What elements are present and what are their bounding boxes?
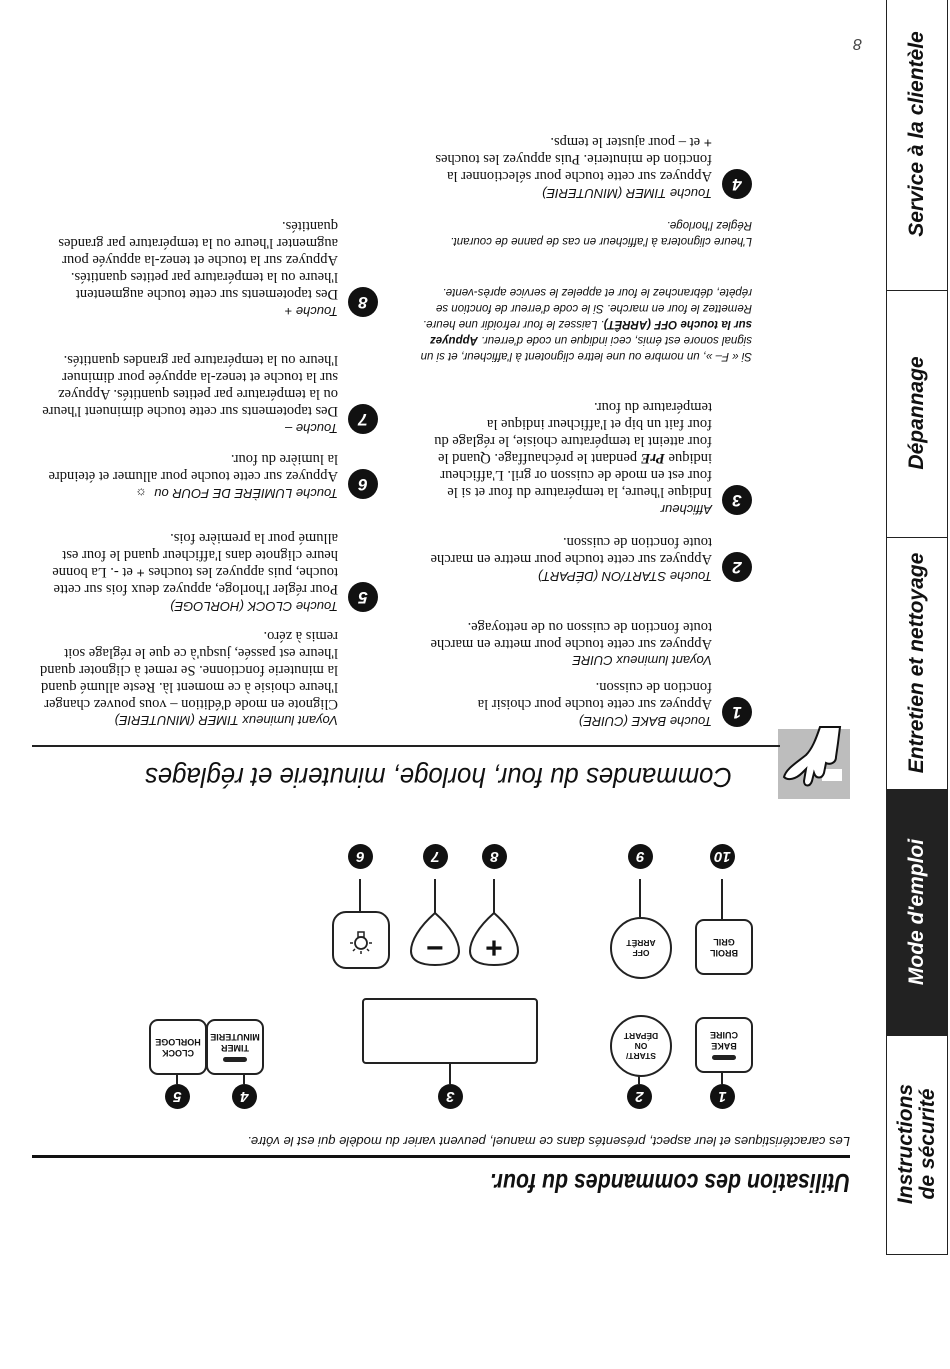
start-label: START/ <box>625 1051 657 1061</box>
timer-light-block <box>38 627 338 729</box>
tab-label: Entretien et nettoyage <box>905 552 928 774</box>
tab-mode-emploi[interactable] <box>886 788 948 1036</box>
error-code-note <box>412 284 752 364</box>
callout-1: 1 <box>710 1084 735 1109</box>
page-title: Utilisation des commandes du four. <box>489 1168 850 1198</box>
hand-pointer-icon <box>778 699 850 799</box>
tab-instructions-securite[interactable] <box>886 1034 948 1255</box>
leader-6 <box>360 879 362 911</box>
bake-button[interactable] <box>695 1017 753 1073</box>
item-heading: Afficheur <box>660 502 712 517</box>
cuire-light-text: Appuyez sur cette touche pour mettre en marche toute fonction de cuisson ou de nettoyage. <box>430 619 712 652</box>
callout-9: 9 <box>628 844 653 869</box>
bake-label: BAKE <box>711 1041 737 1052</box>
off-label: OFF <box>632 948 650 958</box>
minus-button[interactable] <box>409 911 461 967</box>
note-text: . Laissez le four refroidir une heure. Remettez le four en marche. Si le code d'erreur de fonction se répète, débranchez le four et appelez le service après-vente. <box>422 286 752 330</box>
callout-6: 6 <box>348 844 373 869</box>
broil-button[interactable] <box>695 919 753 975</box>
cuire-light-block <box>427 618 712 669</box>
item-heading <box>135 486 338 501</box>
tab-label: Mode d'emploi <box>905 838 928 986</box>
tab-label-line2: de sécurité <box>916 1089 939 1200</box>
leader-8 <box>494 879 496 914</box>
broil-label: BROIL <box>710 948 738 958</box>
item-number: 4 <box>722 169 752 199</box>
bake-label-fr: CUIRE <box>710 1030 739 1041</box>
section-rule <box>32 746 780 748</box>
callout-10: 10 <box>710 844 735 869</box>
item-text <box>427 398 712 500</box>
tab-service-clientele[interactable] <box>886 0 948 291</box>
tab-entretien-nettoyage[interactable] <box>886 536 948 790</box>
timer-light-text: Clignote en mode d'édition – vous pouvez changer l'heure choisie à ce moment là. Reste allumé quand la minuterie fonctionne. Se remet à clignoter quand l'heure est passée, jusqu'à ce que le réglage soit remis à zéro. <box>40 628 338 712</box>
page-subtitle: Les caractéristiques et leur aspect, présentés dans ce manuel, peuvent varier du modèle qui est le vôtre. <box>247 1134 850 1149</box>
oven-light-button[interactable] <box>332 911 390 969</box>
page-number: 8 <box>853 35 862 52</box>
item-number: 1 <box>722 697 752 727</box>
clock-button[interactable] <box>149 1019 207 1075</box>
item-number: 3 <box>722 485 752 515</box>
item-text: Des tapotements sur cette touche diminuent l'heure ou la température par petites quantités. Appuyez sur la touche et tenez-la appuyée pour diminuer l'heure ou la température par grandes quantités. <box>42 352 338 419</box>
power-outage-note: L'heure clignotera à l'afficheur en cas de panne de courant. Réglez l'horloge. <box>450 219 752 247</box>
pre-display-code: PrE <box>640 450 665 466</box>
text-part: Indique l'heure, la température du four et si le four est en mode de cuisson or gril. L'afficheur indique <box>440 450 712 500</box>
leader-7 <box>435 879 437 914</box>
plus-label: + <box>485 931 503 964</box>
leader-3 <box>450 1064 452 1084</box>
item-number: 7 <box>348 404 378 434</box>
item-text <box>427 133 712 184</box>
item-number: 6 <box>348 469 378 499</box>
timer-indicator-light <box>223 1058 247 1063</box>
broil-label-fr: GRIL <box>713 937 735 947</box>
item-heading: Touche BAKE (CUIRE) <box>578 714 712 729</box>
tab-label: Service à la clientèle <box>905 31 928 238</box>
tab-depannage[interactable] <box>886 289 948 538</box>
text-part: et -. La bonne heure clignote dans l'afficheur quand le four est allumé pour la première fois. <box>52 530 338 580</box>
item-heading: Touche START/ON (DÉPART) <box>537 569 712 584</box>
callout-8: 8 <box>482 844 507 869</box>
section-tabs <box>886 0 948 1255</box>
item-number: 8 <box>348 287 378 317</box>
light-symbol-icon: ☼ <box>135 486 147 501</box>
item-text: Appuyez sur cette touche pour choisir la fonction de cuisson. <box>477 679 712 712</box>
item-heading: Touche CLOCK (HORLOGE) <box>170 599 338 614</box>
plus-symbol: + <box>136 564 145 580</box>
callout-4: 4 <box>232 1084 257 1109</box>
section-title: Commandes du four, horloge, minuterie et réglages <box>144 762 732 793</box>
item-number: 2 <box>722 552 752 582</box>
minus-label: − <box>426 931 444 964</box>
timer-label: TIMER <box>221 1043 249 1054</box>
off-label-fr: ARRÊT <box>626 938 656 948</box>
callout-5: 5 <box>165 1084 190 1109</box>
text-part: et – pour ajuster le temps. <box>550 134 704 150</box>
plus-button[interactable] <box>468 911 520 967</box>
tab-label: Dépannage <box>905 356 928 471</box>
note-text: Si « F– », un nombre ou une lettre clignotent à l'afficheur, et si un signal sonore est émis, ceci indique un code d'erreur. <box>420 334 752 362</box>
clock-label-fr: HORLOGE <box>155 1037 201 1047</box>
text-part: Pour régler l'horloge, appuyez deux fois sur cette touche, puis appuyez les touches <box>53 564 338 597</box>
callout-2: 2 <box>627 1084 652 1109</box>
item-text <box>38 529 338 597</box>
timer-label-fr: MINUTERIE <box>210 1032 260 1043</box>
item-heading: Touche – <box>284 421 338 436</box>
leader-9 <box>640 879 642 917</box>
start-button[interactable] <box>610 1015 672 1077</box>
title-rule <box>32 1155 850 1158</box>
callout-3: 3 <box>438 1084 463 1109</box>
start-label-fr: DÉPART <box>623 1031 659 1041</box>
text-part: pendant le préchauffage. Quand le four atteint la température choisie, le réglage du four fait un bip et l'afficheur indique la température du four. <box>434 399 712 466</box>
item-text: Appuyez sur cette touche pour mettre en marche toute fonction de cuisson. <box>430 534 712 567</box>
timer-button[interactable] <box>206 1019 264 1075</box>
item-heading: Touche TIMER (MINUTERIE) <box>542 186 712 201</box>
lightbulb-icon <box>346 925 376 955</box>
item-text: Appuyez sur cette touche pour allumer et éteindre la lumière du four. <box>48 451 338 484</box>
item-heading: Touche + <box>284 304 338 319</box>
tab-label: Instructions <box>894 1084 917 1205</box>
plus-symbol: + <box>703 134 712 150</box>
text-part: Appuyez sur cette touche pour sélectionner la fonction de minuterie. Puis appuyez les touches <box>435 151 712 184</box>
leader-10 <box>722 879 724 919</box>
item-text: Des tapotements sur cette touche augmentent l'heure ou la température par petites quantités. Appuyez sur la touche et tenez-la appuyée pour augmenter l'heure ou la température par grandes quantités. <box>58 218 338 302</box>
off-button[interactable] <box>610 917 672 979</box>
note-bold: Appuyez sur la touche OFF (ARRÊT) <box>429 318 752 346</box>
timer-light-heading: Voyant lumineux TIMER (MINUTERIE) <box>114 713 338 728</box>
item-number: 5 <box>348 582 378 612</box>
callout-7: 7 <box>423 844 448 869</box>
cuire-light-heading: Voyant lumineux CUIRE <box>572 653 712 668</box>
bake-indicator-light <box>712 1056 736 1061</box>
start-label-on: ON <box>634 1041 648 1051</box>
item-heading-text: Touche LUMIÈRE DE FOUR ou <box>154 486 338 501</box>
display-window <box>362 998 538 1064</box>
clock-label: CLOCK <box>162 1048 194 1058</box>
